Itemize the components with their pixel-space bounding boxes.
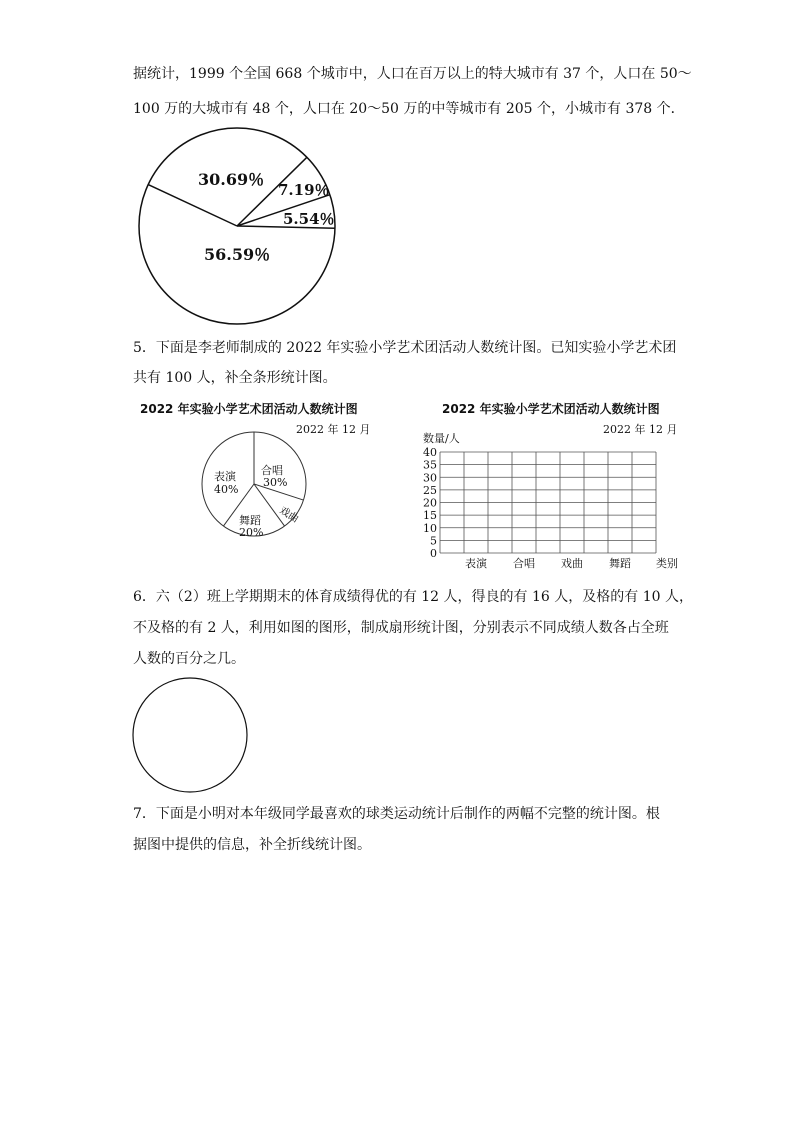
x-category-label: 戏曲 xyxy=(561,557,583,570)
y-tick-label: 0 xyxy=(430,547,437,560)
art-pie-pct-dance: 20% xyxy=(239,526,264,539)
art-pie-chart xyxy=(201,431,311,541)
art-bar-title: 2022 年实验小学艺术团活动人数统计图 xyxy=(442,402,660,416)
q6-text-line2: 不及格的有 2 人，利用如图的图形，制成扇形统计图，分别表示不同成绩人数各占全班 xyxy=(133,620,669,636)
blank-circle xyxy=(132,677,252,797)
art-bar-categories xyxy=(465,556,631,570)
pie-label-large-cities: 30.69％ xyxy=(198,170,265,189)
art-bar-chart xyxy=(420,430,680,570)
y-tick-label: 25 xyxy=(423,483,437,497)
q6-text-line1: 6．六（2）班上学期期末的体育成绩得优的有 12 人，得良的有 16 人，及格的有 10 人， xyxy=(133,589,693,605)
art-pie-pct-performance: 40% xyxy=(214,483,239,496)
art-pie-cat-performance: 表演 xyxy=(214,470,236,483)
y-tick-label: 30 xyxy=(423,471,437,485)
y-tick-label: 10 xyxy=(423,521,437,535)
city-pie-chart xyxy=(138,127,338,327)
q6-text-line3: 人数的百分之几。 xyxy=(133,651,245,667)
pie-label-small-cities: 56.59％ xyxy=(204,245,271,264)
q7-text-line1: 7．下面是小明对本年级同学最喜欢的球类运动统计后制作的两幅不完整的统计图。根 xyxy=(133,806,660,822)
pie-label-medium-cities: 5.54％ xyxy=(283,210,335,228)
y-tick-label: 15 xyxy=(423,509,437,523)
x-category-label: 舞蹈 xyxy=(609,557,631,570)
art-pie-pct-chorus: 30% xyxy=(263,476,288,489)
q5-text-line1: 5．下面是李老师制成的 2022 年实验小学艺术团活动人数统计图。已知实验小学艺术团 xyxy=(133,340,677,356)
art-bar-yticks xyxy=(423,446,437,560)
city-pie-boundary-large xyxy=(148,185,237,226)
art-pie-cat-chorus: 合唱 xyxy=(261,464,283,477)
y-tick-label: 20 xyxy=(423,496,437,510)
art-pie-cat-opera: 戏曲 xyxy=(277,505,301,526)
pie-label-big-cities: 7.19％ xyxy=(278,181,330,199)
q4-text-line2: 100 万的大城市有 48 个，人口在 20～50 万的中等城市有 205 个，小城市有 378 个． xyxy=(133,101,685,117)
y-tick-label: 35 xyxy=(423,458,437,472)
art-bar-xlabel: 类别 xyxy=(656,557,678,570)
art-pie-cat-dance: 舞蹈 xyxy=(239,514,261,527)
art-pie-date: 2022 年 12 月 xyxy=(296,423,371,436)
y-tick-label: 40 xyxy=(423,446,437,459)
art-bar-ylabel: 数量/人 xyxy=(423,432,460,445)
q4-text-line1: 据统计，1999 个全国 668 个城市中，人口在百万以上的特大城市有 37 个，人口在 50～ xyxy=(133,66,692,82)
q7-text-line2: 据图中提供的信息，补全折线统计图。 xyxy=(133,837,371,853)
x-category-label: 表演 xyxy=(465,557,487,570)
art-bar-date: 2022 年 12 月 xyxy=(603,423,678,436)
art-bar-grid xyxy=(440,452,656,553)
x-category-label: 合唱 xyxy=(513,557,535,570)
art-pie-title: 2022 年实验小学艺术团活动人数统计图 xyxy=(140,402,358,416)
q5-text-line2: 共有 100 人，补全条形统计图。 xyxy=(133,370,337,386)
y-tick-label: 5 xyxy=(430,534,437,548)
